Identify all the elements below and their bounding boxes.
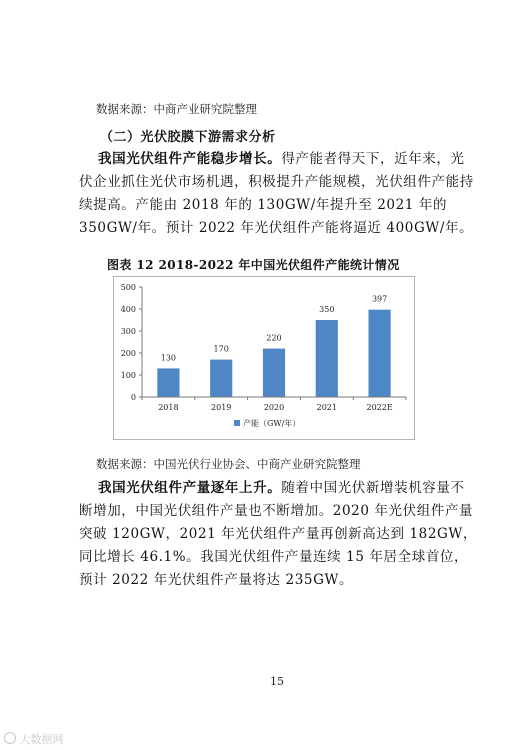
data-label-2022E: 397	[371, 294, 388, 304]
paragraph-line: 预计 2022 年光伏组件产量将达 235GW。	[79, 572, 354, 588]
bar-chart-svg	[114, 277, 414, 439]
data-label-2020: 220	[266, 333, 282, 343]
bar-2018	[157, 368, 179, 397]
y-tick-label: 300	[120, 327, 136, 336]
paragraph-lead: 我国光伏组件产量逐年上升。	[98, 480, 282, 496]
bar-2019	[210, 360, 232, 397]
bar-chart	[113, 276, 415, 440]
data-label-2019: 170	[213, 344, 229, 354]
paragraph-line	[98, 148, 474, 171]
section-heading: （二）光伏胶膜下游需求分析	[100, 130, 276, 145]
paragraph-text: 得产能者得天下，近年来，光	[281, 151, 465, 167]
paragraph-line: 350GW/年。预计 2022 年光伏组件产能将逼近 400GW/年。	[79, 220, 474, 236]
paragraph-line: 伏企业抓住光伏市场机遇，积极提升产能规模，光伏组件产能持	[79, 174, 474, 190]
y-tick-label: 200	[120, 349, 136, 358]
x-tick-label: 2022E	[366, 403, 393, 412]
x-tick-label: 2021	[316, 403, 337, 412]
legend-swatch	[234, 420, 240, 426]
x-tick-label: 2020	[263, 403, 285, 412]
paragraph-lead: 我国光伏组件产能稳步增长。	[98, 151, 282, 167]
watermark-icon	[4, 732, 16, 744]
paragraph-output	[79, 477, 477, 592]
data-label-2018: 130	[160, 353, 177, 363]
bar-2021	[316, 320, 338, 397]
legend-label: 产能（GW/年）	[243, 419, 301, 428]
y-tick-label: 0	[130, 393, 136, 402]
data-label-2021: 350	[319, 305, 335, 314]
figure-caption: 图表 12 2018-2022 年中国光伏组件产能统计情况	[107, 258, 400, 272]
data-source-note: 数据来源：中商产业研究院整理	[96, 102, 257, 116]
watermark-logo	[4, 731, 64, 747]
page-number: 15	[270, 675, 284, 688]
paragraph-text: 随着中国光伏新增装机容量不	[281, 480, 465, 496]
y-tick-label: 100	[120, 371, 136, 380]
paragraph-line: 断增加，中国光伏组件产量也不断增加。2020 年光伏组件产量	[79, 503, 474, 519]
y-tick-label: 500	[120, 283, 136, 292]
paragraph-capacity	[79, 148, 474, 240]
paragraph-line: 同比增长 46.1%。我国光伏组件产量连续 15 年居全球首位，	[79, 549, 469, 565]
paragraph-line: 续提高。产能由 2018 年的 130GW/年提升至 2021 年的	[79, 197, 448, 213]
bar-2022E	[369, 310, 391, 397]
y-tick-label: 400	[120, 305, 136, 314]
x-tick-label: 2018	[158, 403, 179, 412]
bar-2020	[263, 349, 285, 397]
paragraph-line: 突破 120GW，2021 年光伏组件产量再创新高达到 182GW，	[79, 526, 477, 542]
x-tick-label: 2019	[211, 403, 232, 412]
paragraph-line	[98, 477, 477, 500]
watermark-text: 大数据网	[19, 733, 64, 746]
data-source-note-2: 数据来源：中国光伏行业协会、中商产业研究院整理	[96, 457, 361, 471]
